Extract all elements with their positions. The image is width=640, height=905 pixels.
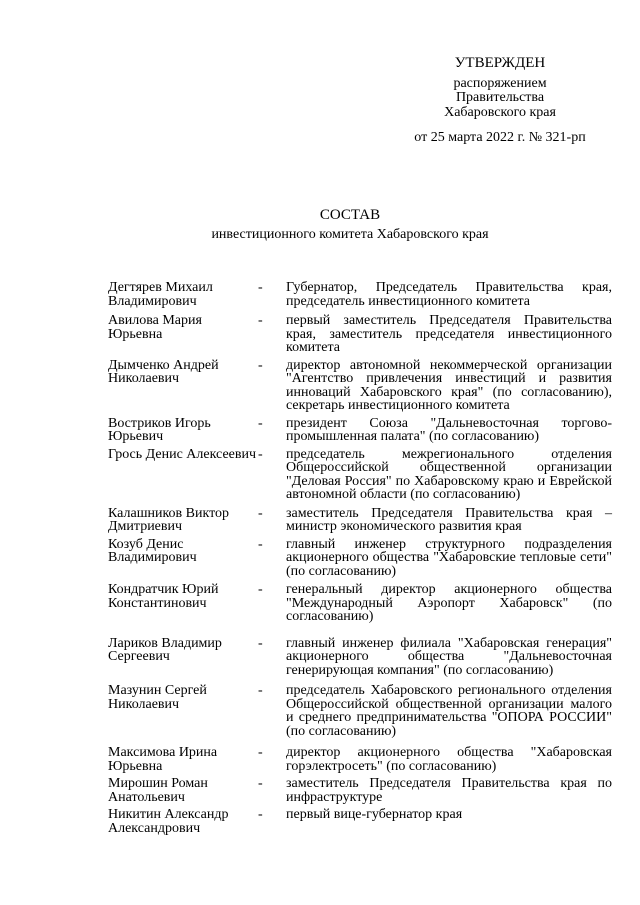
member-row [108,314,612,355]
member-role: председатель Хабаровского регионального отделения Общероссийской общественной организации малого и среднего предпринимательства "ОПОРА РОССИИ" (по согласованию) [286,683,612,739]
member-role: председатель межрегионального отделения Общероссийской общественной организации "Деловая Россия" по Хабаровскому краю и Еврейской автономной области (по согласованию) [286,446,612,502]
member-name: Востриков Игорь Юрьевич [108,415,211,444]
member-row [108,507,612,534]
member-role: первый вице-губернатор края [286,807,463,822]
member-dash: - [258,505,263,521]
member-row [108,808,612,835]
member-dash: - [258,745,263,760]
approval-line-2: Правительства [455,90,545,105]
member-row [108,777,612,804]
member-role: президент Союза "Дальневосточная торгово-промышленная палата" (по согласованию) [286,415,612,444]
member-name: Кондратчик Юрий Константинович [108,582,219,611]
member-name: Авилова Мария Юрьевна [108,313,202,342]
member-name: Никитин Александр Александрович [108,807,229,836]
member-role: главный инженер структурного подразделения акционерного общества "Хабаровские тепловые сети" (по согласованию) [286,536,612,579]
member-role: заместитель Председателя Правительства края – министр экономического развития края [286,505,612,534]
member-dash: - [258,683,263,698]
member-dash: - [258,536,263,552]
member-name: Козуб Денис Владимирович [108,536,197,565]
member-role: главный инженер филиала "Хабаровская генерация" акционерного общества "Дальневосточная генерирующая компания" (по согласованию) [286,635,612,678]
member-row [108,359,612,413]
member-dash: - [258,807,263,822]
member-row [108,281,612,308]
member-row [108,417,612,444]
approval-date: от 25 марта 2022 г. № 321-рп [414,130,586,145]
approval-line-1: распоряжением [453,75,547,91]
member-name: Грось Денис Алексеевич [108,446,257,462]
approval-line-3: Хабаровского края [444,104,556,120]
member-dash: - [258,446,263,462]
member-role: директор автономной некоммерческой организации "Агентство привлечения инвестиций и развития инноваций Хабаровского края" (по согласованию), секретарь инвестиционного комитета [286,357,612,413]
member-dash: - [258,280,263,295]
member-name: Дымченко Андрей Николаевич [108,357,219,386]
approval-title: УТВЕРЖДЕН [454,55,546,71]
member-dash: - [258,415,263,431]
document-heading [140,206,560,243]
document-title: СОСТАВ [319,207,381,223]
member-dash: - [258,635,263,651]
member-name: Калашников Виктор Дмитриевич [108,505,230,534]
member-dash: - [258,776,263,791]
member-row [108,746,612,773]
document-subtitle: инвестиционного комитета Хабаровского края [211,227,489,242]
member-role: директор акционерного общества "Хабаровская горэлектросеть" (по согласованию) [286,745,612,774]
member-name: Максимова Ирина Юрьевна [108,745,218,774]
member-role: Губернатор, Председатель Правительства края, председатель инвестиционного комитета [286,280,612,309]
member-row [108,684,612,738]
member-dash: - [258,313,263,328]
member-role: заместитель Председателя Правительства края по инфраструктуре [286,776,612,805]
member-row [108,448,612,502]
member-name: Мирошин Роман Анатольевич [108,776,208,805]
member-row [108,583,612,624]
approval-block [400,56,600,146]
member-name: Дегтярев Михаил Владимирович [108,280,213,309]
member-name: Лариков Владимир Сергеевич [108,635,222,664]
member-dash: - [258,582,263,597]
member-name: Мазунин Сергей Николаевич [108,683,207,712]
member-role: генеральный директор акционерного общества "Международный Аэропорт Хабаровск" (по согласованию) [286,582,612,624]
member-dash: - [258,357,263,373]
member-row [108,637,612,678]
member-row [108,538,612,579]
member-list [108,281,612,835]
member-role: первый заместитель Председателя Правительства края, заместитель председателя инвестиционного комитета [286,313,612,355]
